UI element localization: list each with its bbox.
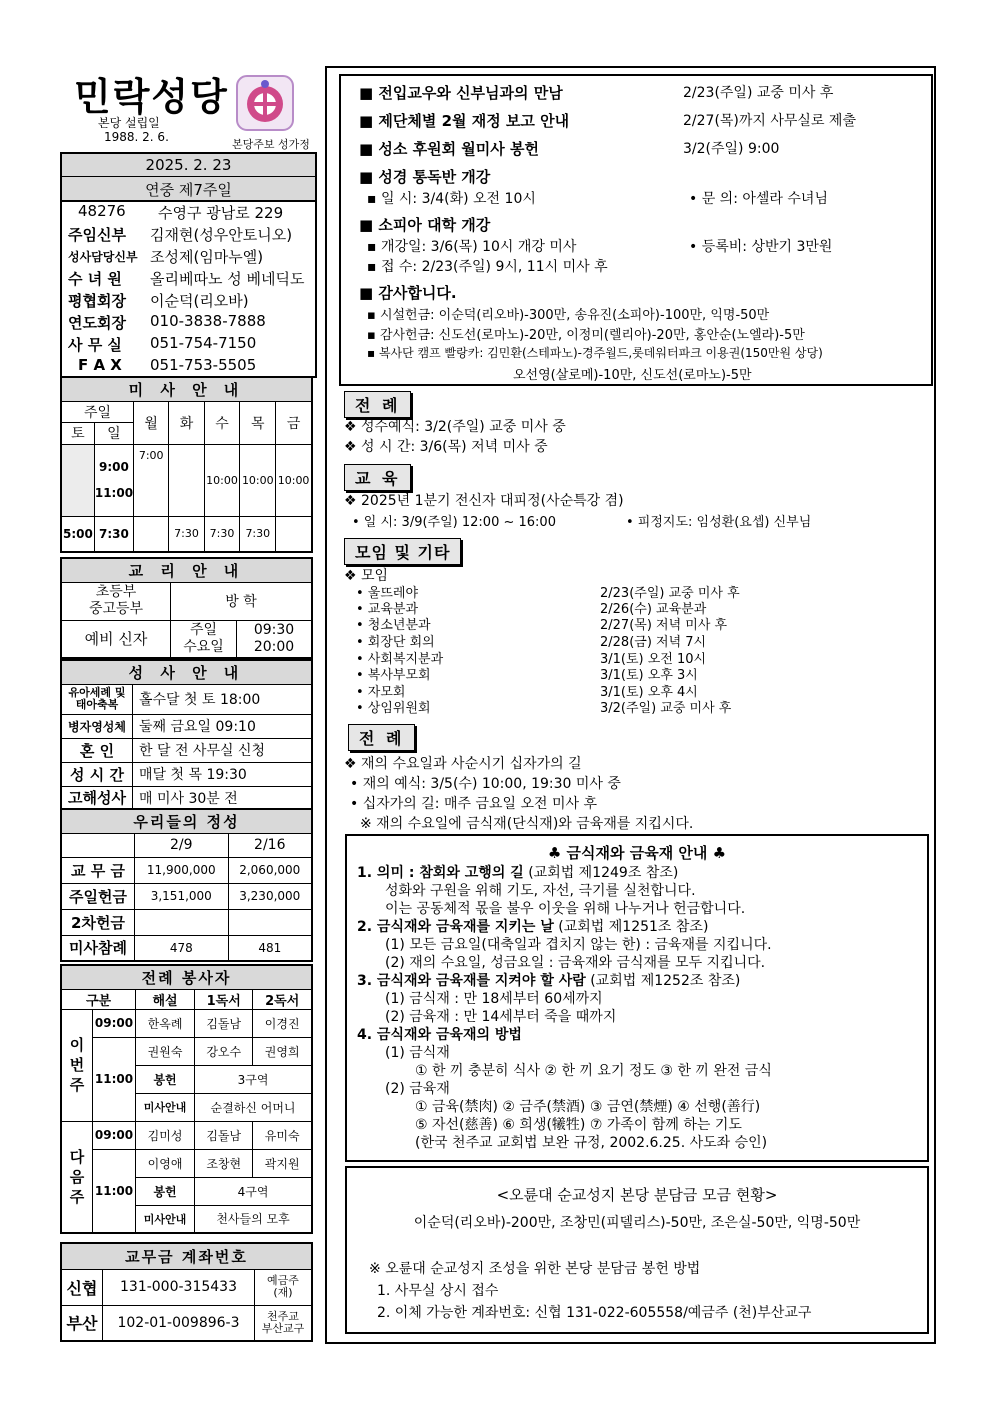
fasting-h3: 3. 금식재와 금육재를 지켜야 할 사람 [357,973,586,989]
offering-attendance-2: 481 [228,935,312,961]
servers-col-division: 구분 [61,989,136,1009]
sun-evening: 7:30 [94,516,133,552]
date-box [60,152,317,202]
notice-4-contact: • 문 의: 아셀라 수녀님 [689,191,828,207]
fasting-h4-d: ① 금육(禁肉) ② 금주(禁酒) ③ 금연(禁煙) ④ 선행(善行) [415,1099,761,1115]
liturgy2-line-2: • 재의 예식: 3/5(수) 10:00, 19:30 미사 중 [350,776,621,792]
wed-evening: 7:30 [204,516,240,552]
notice-6-title: ■ 감사합니다. [359,284,457,302]
notice-1-when: 2/23(주일) 교중 미사 후 [683,85,834,101]
school-value: 방 학 [171,582,313,620]
tw-commentator-1: 한옥례 [136,1009,195,1037]
day-fri: 금 [276,401,312,444]
notice-5-line-2: ▪ 접 수: 2/23(주일) 9시, 11시 미사 후 [367,259,608,275]
education-line-3: • 피정지도: 임성환(요셉) 신부님 [626,515,812,530]
nw-reader2-1: 유미숙 [253,1121,312,1149]
notice-1-title: ■ 전입교우와 신부님과의 만남 [359,84,563,102]
fasting-h1-ref: (교회법 제1249조 참조) [528,865,679,881]
parish-info [60,198,317,378]
liturgy-tag-2: 전 례 [348,724,415,751]
day-mon: 월 [134,401,169,444]
account-number-1: 131-000-315433 [103,1269,255,1305]
zip-code: 48276 [78,202,126,220]
sacraments-heading: 성 사 안 내 [61,660,312,684]
sacrament-value-baptism: 홀수달 첫 토 18:00 [133,684,313,714]
offering-tithe-2: 2,060,000 [228,857,312,883]
notice-2-title: ■ 제단체별 2월 재정 보고 안내 [359,112,570,130]
meeting-when: 2/27(목) 저녁 미사 후 [600,618,728,633]
offering-label-attendance: 미사참례 [61,935,135,961]
offering-second-1 [135,909,229,935]
sacrament-label-confession: 고해성사 [61,786,133,810]
meeting-when: 2/23(주일) 교중 미사 후 [600,586,740,601]
day-thu: 목 [240,401,276,444]
fasting-h4-e: ⑤ 자선(慈善) ⑥ 희생(犧牲) ⑦ 가족이 함께 하는 기도 [415,1117,742,1133]
fasting-h1-b: 이는 공동체적 몫을 불우 이웃을 위해 나누거나 헌금합니다. [385,901,746,917]
fasting-h4-c: (2) 금육재 [385,1081,450,1097]
sacraments-table [60,659,313,811]
sacrament-value-marriage: 한 달 전 사무실 신청 [133,738,313,762]
holy-family-logo-icon [235,74,295,132]
servers-col-commentator: 해설 [136,989,195,1009]
fasting-h3-b: (2) 금육재 : 만 14세부터 죽을 때까지 [385,1009,617,1025]
notice-6-line-3: ▪ 복사단 캠프 빨랑카: 김민환(스테파노)-경주월드,롯데워터파크 이용권(150만원 상당) [367,346,823,360]
tw-guide-label: 미사안내 [136,1093,195,1121]
offering-label-tithe: 교 무 금 [61,857,135,883]
meeting-name: • 사회복지분과 [356,652,444,667]
tw-commentator-2: 권원숙 [136,1037,195,1065]
liturgy1-line-2: ❖ 성 시 간: 3/6(목) 저녁 미사 중 [344,439,548,455]
meeting-name: • 울뜨레야 [356,586,419,601]
account-number-2: 102-01-009896-3 [103,1305,255,1341]
sacrament-label-sick: 병자영성체 [61,714,133,738]
sun-mass-time-1: 9:00 [99,460,129,474]
sat-evening: 5:00 [61,516,94,552]
sacrament-label-baptism: 유아세례 및 태아축복 [61,684,133,714]
meeting-name: • 청소년분과 [356,618,431,633]
meeting-when: 3/2(주일) 교중 미사 후 [600,701,732,716]
tw-reader1-1: 김돌남 [195,1009,253,1037]
day-wed: 수 [204,401,240,444]
this-week-label: 이 번 주 [61,1009,93,1121]
tw-time-1: 09:00 [93,1009,136,1037]
sacrament-value-holyhour: 매달 첫 목 19:30 [133,762,313,786]
wed-morning: 10:00 [204,444,240,516]
fasting-h1-a: 성화와 구원을 위해 기도, 자선, 극기를 실천합니다. [385,883,696,899]
nw-reader2-2: 곽지원 [253,1149,312,1177]
tw-reader2-1: 이경진 [253,1009,312,1037]
offering-label-sunday: 주일헌금 [61,883,135,909]
school-label: 초등부 중고등부 [61,582,171,620]
offering-col-1: 2/9 [135,833,229,857]
nw-guide-label: 미사안내 [136,1205,195,1233]
patron-caption: 본당주보 성가정 [232,138,310,151]
meetings-heading: ❖ 모임 [344,568,389,584]
info-value-yeondo: 010-3838-7888 [150,312,266,330]
info-value-pastor: 김재현(성우안토니오) [150,226,293,244]
fasting-h2-b: (2) 재의 수요일, 성금요일 : 금육재와 금식재를 모두 지킵니다. [385,955,766,971]
servers-table [60,964,313,1234]
account-holder-2: 천주교 부산교구 [255,1305,313,1341]
info-label-council: 평협회장 [68,292,126,310]
nw-offertory-label: 봉헌 [136,1177,195,1205]
account-bank-2: 부산 [61,1305,103,1341]
meeting-name: • 상임위원회 [356,701,431,716]
tw-time-2: 11:00 [93,1037,136,1121]
meeting-name: • 자모회 [356,685,406,700]
info-value-confessor: 조성제(임마누엘) [150,248,264,266]
offering-heading: 우리들의 정성 [61,809,312,833]
fasting-h3-ref: (교회법 제1252조 참조) [590,973,741,989]
fasting-h2-ref: (교회법 제1251조 참조) [558,919,709,935]
fasting-h3-a: (1) 금식재 : 만 18세부터 60세까지 [385,991,603,1007]
fasting-h1: 1. 의미 : 참회와 고행의 길 [357,865,524,881]
nw-time-2: 11:00 [93,1149,136,1233]
accounts-heading: 교무금 계좌번호 [61,1243,312,1269]
nw-time-1: 09:00 [93,1121,136,1149]
next-week-label: 다 음 주 [61,1121,93,1233]
liturgy1-line-1: ❖ 성수예식: 3/2(주일) 교중 미사 중 [344,419,566,435]
mass-schedule-table [60,376,313,553]
info-label-yeondo: 연도회장 [68,314,126,332]
fasting-box [345,834,929,1162]
mon-morning: 7:00 [134,444,169,516]
tw-reader2-2: 권영희 [253,1037,312,1065]
tw-guide: 순결하신 어머니 [195,1093,312,1121]
notice-6-line-2: ▪ 감사헌금: 신도선(로마노)-20만, 이정미(렐리아)-20만, 홍안순(노엘라)-5만 [367,328,805,343]
shrine-box [345,1166,929,1334]
shrine-donors: 이순덕(리오바)-200만, 조창민(피델리스)-50만, 조은실-50만, 익명-50만 [413,1215,861,1231]
bulletin-date: 2025. 2. 23 [145,156,232,174]
nw-reader1-1: 김돌남 [195,1121,253,1149]
meeting-when: 3/1(토) 오후 3시 [600,668,698,683]
fasting-title: ♣ 금식재와 금육재 안내 ♣ [547,844,727,862]
sun-mass-time-2: 11:00 [94,486,134,500]
meeting-when: 3/1(토) 오전 10시 [600,652,707,667]
fasting-h4: 4. 금식재와 금육재의 방법 [357,1027,522,1043]
education-line-1: ❖ 2025년 1분기 전신자 대피정(사순특강 겸) [344,493,624,509]
sacrament-value-confession: 매 미사 30분 전 [133,786,313,810]
liturgical-day: 연중 제7주일 [62,176,315,200]
account-holder-1: 예금주 (재) [255,1269,313,1305]
fasting-h4-b: ① 한 끼 충분히 식사 ② 한 끼 요기 정도 ③ 한 끼 완전 금식 [415,1063,772,1079]
address: 수영구 광남로 229 [158,204,284,222]
catechumen-times: 09:30 20:00 [237,620,313,658]
fasting-h2-a: (1) 모든 금요일(대축일과 겹치지 않는 한) : 금육재를 지킵니다. [385,937,772,953]
info-value-council: 이순덕(리오바) [150,292,249,310]
notice-3-when: 3/2(주일) 9:00 [683,141,780,157]
day-tue: 화 [169,401,204,444]
catechumen-days: 주일 수요일 [171,620,237,658]
nw-guide: 천사들의 모후 [195,1205,312,1233]
fri-morning: 10:00 [276,444,312,516]
servers-heading: 전례 봉사자 [61,965,312,989]
shrine-method-1: 1. 사무실 상시 접수 [377,1283,499,1299]
meeting-when: 2/26(수) 교육분과 [600,602,707,617]
servers-col-reader2: 2독서 [253,989,312,1009]
notice-6-line-1: ▪ 시설헌금: 이순덕(리오바)-300만, 송유진(소피아)-100만, 익명-50만 [367,308,770,323]
founded-label: 본당 설립일 [98,116,160,130]
notice-5-title: ■ 소피아 대학 개강 [359,216,491,234]
liturgy-tag-1: 전 례 [344,391,411,418]
tue-evening: 7:30 [169,516,204,552]
info-label-fax: F A X [78,356,122,374]
meeting-name: • 복사부모회 [356,668,431,683]
liturgy2-line-4: ※ 재의 수요일에 금식재(단식재)와 금육재를 지킵시다. [360,816,694,832]
tw-reader1-2: 강오수 [195,1037,253,1065]
sacrament-value-sick: 둘째 금요일 09:10 [133,714,313,738]
education-tag: 교 육 [344,464,411,491]
offering-label-second: 2차헌금 [61,909,135,935]
info-label-pastor: 주임신부 [68,226,126,244]
sacrament-label-marriage: 혼 인 [61,738,133,762]
meeting-when: 3/1(토) 오후 4시 [600,685,698,700]
nw-reader1-2: 조창현 [195,1149,253,1177]
sacrament-label-holyhour: 성 시 간 [61,762,133,786]
founded-date: 1988. 2. 6. [104,130,169,144]
day-sun: 일 [94,422,133,444]
offering-sunday-1: 3,151,000 [135,883,229,909]
offering-sunday-2: 3,230,000 [228,883,312,909]
notice-5-line-1: ▪ 개강일: 3/6(목) 10시 개강 미사 [367,239,577,255]
info-label-confessor: 성사담당신부 [68,250,138,264]
info-value-convent: 올리베따노 성 베네딕도 [150,270,305,288]
shrine-method-2: 2. 이체 가능한 계좌번호: 신협 131-022-605558/예금주 (천)부산교구 [377,1305,812,1321]
thu-morning: 10:00 [240,444,276,516]
offering-tithe-1: 11,900,000 [135,857,229,883]
offering-col-2: 2/16 [228,833,312,857]
notice-3-title: ■ 성소 후원회 월미사 봉헌 [359,140,539,158]
parish-title: 민락성당 [74,75,229,119]
servers-col-reader1: 1독서 [195,989,253,1009]
offering-table [60,808,313,962]
accounts-table [60,1242,313,1342]
mass-heading: 미 사 안 내 [61,377,312,401]
account-bank-1: 신협 [61,1269,103,1305]
meeting-when: 2/28(금) 저녁 7시 [600,635,707,650]
info-label-office: 사 무 실 [68,336,122,354]
notice-2-when: 2/27(목)까지 사무실로 제출 [683,113,856,129]
catechism-heading: 교 리 안 내 [61,558,312,582]
info-value-office: 051-754-7150 [150,334,257,352]
meeting-name: • 회장단 회의 [356,635,435,650]
nw-commentator-2: 이영애 [136,1149,195,1177]
catechumen-label: 예비 신자 [61,620,171,658]
catechism-table [60,557,313,659]
notice-4-title: ■ 성경 통독반 개강 [359,168,491,186]
tw-offertory: 3구역 [195,1065,312,1093]
thu-evening: 7:30 [240,516,276,552]
fasting-h4-f: (한국 천주교 교회법 보완 규정, 2002.6.25. 사도좌 승인) [415,1135,768,1151]
education-line-2: • 일 시: 3/9(주일) 12:00 ~ 16:00 [352,515,556,530]
tw-offertory-label: 봉헌 [136,1065,195,1093]
notice-5-fee: • 등록비: 상반기 3만원 [689,239,833,255]
notice-6-line-4: 오선영(살로메)-10만, 신도선(로마노)-5만 [513,368,752,383]
fasting-h4-a: (1) 금식재 [385,1045,450,1061]
sunday-header: 주일 [61,401,134,422]
notices-box [339,74,933,386]
nw-commentator-1: 김미성 [136,1121,195,1149]
offering-second-2 [228,909,312,935]
nw-offertory: 4구역 [195,1177,312,1205]
meetings-tag: 모임 및 기타 [344,538,461,565]
shrine-title: <오륜대 순교성지 본당 분담금 모금 현황> [496,1186,778,1204]
info-value-fax: 051-753-5505 [150,356,257,374]
info-label-convent: 수 녀 원 [68,270,122,288]
notice-4-line-1: ▪ 일 시: 3/4(화) 오전 10시 [367,191,536,207]
shrine-method: ※ 오륜대 순교성지 조성을 위한 본당 분담금 봉헌 방법 [369,1261,701,1277]
offering-attendance-1: 478 [135,935,229,961]
day-sat: 토 [61,422,94,444]
liturgy2-line-1: ❖ 재의 수요일과 사순시기 십자가의 길 [344,756,582,772]
liturgy2-line-3: • 십자가의 길: 매주 금요일 오전 미사 후 [350,796,597,812]
fasting-h2: 2. 금식재와 금육재를 지키는 날 [357,919,554,935]
meeting-name: • 교육분과 [356,602,419,617]
